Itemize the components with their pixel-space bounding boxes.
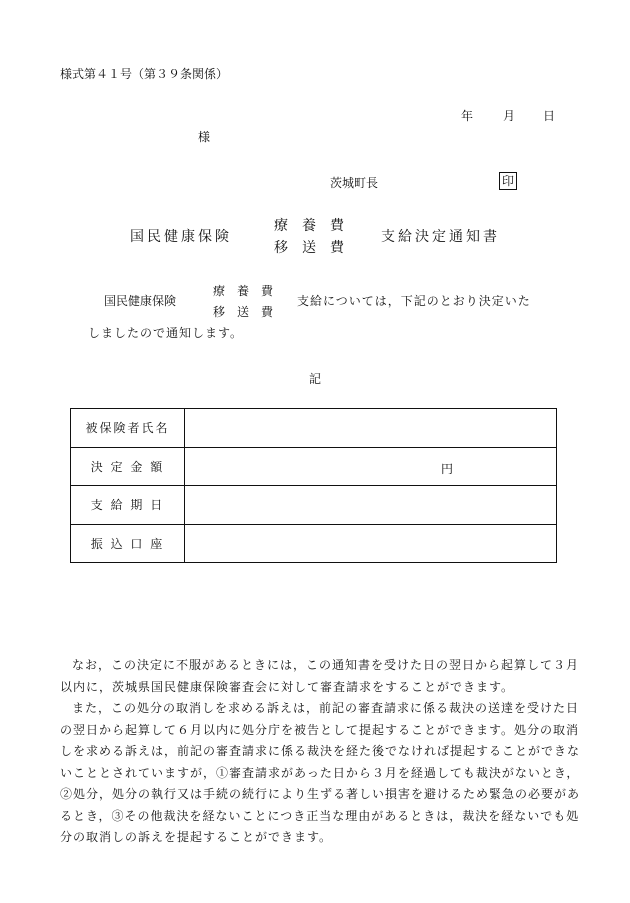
table-row xyxy=(71,447,557,486)
intro-option-lower: 移 送 費 xyxy=(213,305,274,319)
title-notice: 支給決定通知書 xyxy=(381,229,500,245)
row-value xyxy=(185,486,557,525)
title-insurance: 国民健康保険 xyxy=(130,229,232,245)
intro-insurance: 国民健康保険 xyxy=(104,294,177,308)
row-value xyxy=(185,409,557,448)
sender-name: 茨城町長 xyxy=(330,176,379,190)
row-value xyxy=(185,524,557,563)
notes-section xyxy=(60,655,580,849)
notes-paragraph-1: なお，この決定に不服があるときには，この通知書を受けた日の翌日から起算して３月以内に，茨城県国民健康保険審査会に対して審査請求をすることができます。 xyxy=(60,658,580,694)
date-year: 年 xyxy=(461,109,474,123)
payment-info-table xyxy=(70,408,557,563)
table-row xyxy=(71,486,557,525)
row-value xyxy=(185,447,557,486)
title-option-lower: 移 送 費 xyxy=(274,240,344,256)
row-label: 被保険者氏名 xyxy=(71,409,185,448)
notes-paragraph-2: また，この処分の取消しを求める訴えは，前記の審査請求に係る裁決の送達を受けた日の翌日から起算して６月以内に処分庁を被告として提起することができます。処分の取消しを求める訴えは，前記の審査請求に係る裁決を経た後でなければ提起することができないこととされていますが，①審査請求があった日から３月を経過しても裁決がないとき，②処分，処分の執行又は手続の続行により生ずる著しい損害を避けるため緊急の必要があるとき，③その他裁決を経ないことにつき正当な理由があるときは，裁決を経ないでも処分の取消しの訴えを提起することができます。 xyxy=(60,701,581,844)
date-day: 日 xyxy=(543,109,556,123)
row-label: 支 給 期 日 xyxy=(71,486,185,525)
date-month: 月 xyxy=(503,109,516,123)
intro-option-upper: 療 養 費 xyxy=(213,284,274,298)
table-row xyxy=(71,409,557,448)
seal-mark: 印 xyxy=(499,172,517,190)
intro-text-line2: しましたので通知します。 xyxy=(88,326,244,340)
intro-text-line1: 支給については，下記のとおり決定いた xyxy=(297,294,531,308)
yen-unit: 円 xyxy=(441,461,454,476)
form-number: 様式第４１号（第３９条関係） xyxy=(60,67,229,81)
row-label: 振 込 口 座 xyxy=(71,524,185,563)
ki-heading: 記 xyxy=(309,372,322,386)
row-label: 決 定 金 額 xyxy=(71,447,185,486)
table-row xyxy=(71,524,557,563)
addressee-honorific: 様 xyxy=(198,130,211,144)
title-option-upper: 療 養 費 xyxy=(274,218,344,234)
